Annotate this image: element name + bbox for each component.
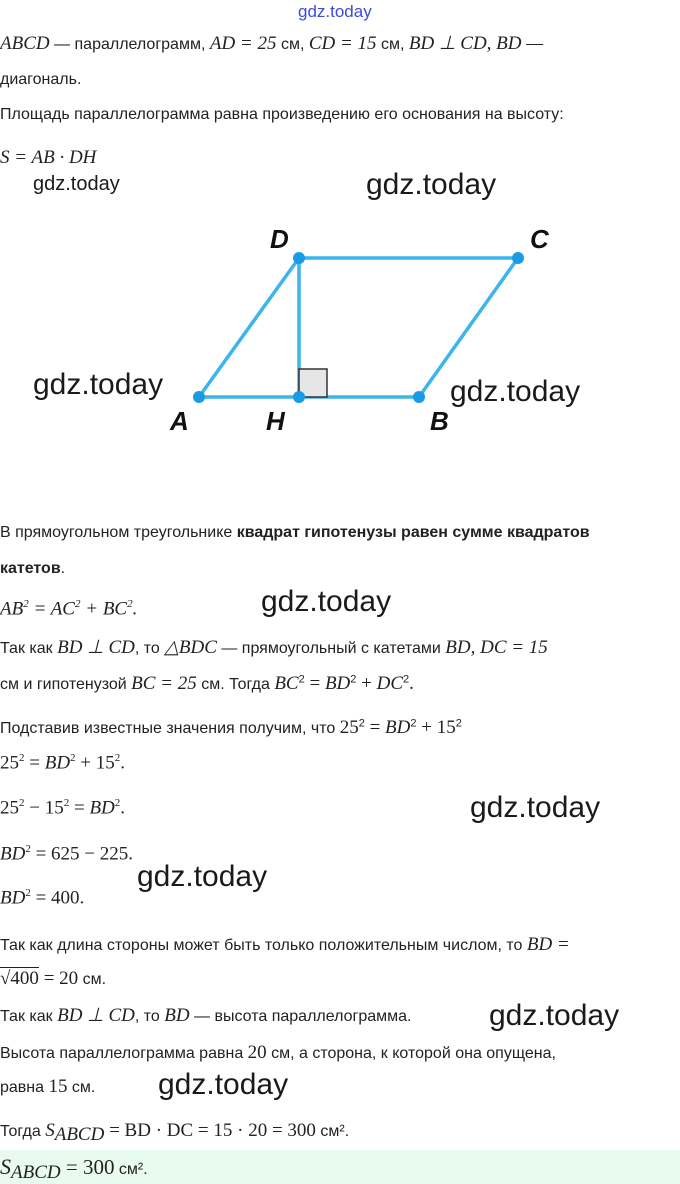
formula-plus: + [80, 598, 103, 620]
formula-ab: AB [0, 598, 24, 620]
step-2-b: − 15 [24, 797, 64, 819]
step-3: $BD^2 = 625 - 225$. [0, 843, 134, 865]
label-b: B [430, 406, 449, 436]
step-4-a: BD [0, 887, 26, 909]
point-c [512, 252, 524, 264]
point-d [293, 252, 305, 264]
formula-eq: = [28, 598, 51, 620]
height-val-15: 15 [48, 1076, 68, 1097]
formula-end: . [132, 598, 138, 620]
area-rule: Площадь параллелограмма равна произведению его основания на высоту: [0, 106, 564, 123]
since-text-5: см. Тогда [196, 676, 275, 693]
height-text-1: Так как [0, 1008, 58, 1025]
point-a [193, 391, 205, 403]
height-text-2: , то [134, 1008, 165, 1025]
since-triangle: △BDC [164, 637, 217, 658]
height-val-text-1: Высота параллелограмма равна [0, 1045, 248, 1062]
result-s: S [45, 1120, 55, 1141]
since-hyp: BC = 25 [131, 673, 197, 694]
substitute-eq: = [364, 717, 386, 738]
substitute-bd: BD [385, 717, 411, 738]
answer-s: S [0, 1154, 11, 1179]
height-val-text-4: см. [67, 1079, 96, 1096]
given-line [0, 32, 543, 55]
parallelogram-figure [0, 200, 680, 500]
watermark-1: gdz.today [33, 173, 120, 195]
since-perp: BD ⊥ CD [57, 637, 135, 658]
watermark-8: gdz.today [489, 999, 620, 1032]
result-expr: = BD · DC = 15 · 20 = 300 [104, 1120, 316, 1141]
since-end: . [409, 673, 414, 694]
height-val-text-2: см, а сторона, к которой она опущена, [266, 1045, 556, 1062]
since-text-3: — прямоугольный с катетами [216, 640, 446, 657]
answer-sub: ABCD [11, 1162, 61, 1184]
step-4-b: = 400. [30, 887, 85, 909]
substitute-plus: + [416, 717, 437, 738]
step-2-c: = [69, 797, 90, 819]
positive-bd: BD = [526, 934, 570, 955]
given-ad: AD = 25 [209, 33, 277, 54]
step-1-b: = [24, 752, 45, 774]
pythagoras-rule: квадрат гипотенузы равен сумме квадратов [236, 524, 590, 541]
height-text-3: — высота параллелограмма. [189, 1008, 412, 1025]
result-sub: ABCD [54, 1124, 105, 1146]
given-perp: BD ⊥ CD, BD — [408, 33, 544, 54]
step-2: $25^2 - 15^2 = BD^2$. [0, 797, 126, 819]
pythagoras-line-2 [0, 560, 65, 578]
positive-cm: см. [78, 971, 107, 988]
answer-val: = 300 [60, 1155, 115, 1179]
watermark-7: gdz.today [137, 860, 268, 893]
watermark-4: gdz.today [450, 375, 581, 408]
label-a: A [170, 406, 189, 436]
height-val-line-1 [0, 1042, 556, 1064]
watermark-6: gdz.today [470, 791, 601, 824]
step-3-b: = 625 − 225. [30, 843, 134, 865]
substitute-text: Подставив известные значения получим, что [0, 720, 340, 737]
since-bd: BD [324, 673, 351, 694]
step-1-d: + 15 [75, 752, 115, 774]
watermark-3: gdz.today [33, 368, 164, 401]
edge-da [199, 258, 299, 397]
label-d: D [270, 224, 289, 254]
height-val-text-3: равна [0, 1079, 49, 1096]
height-bd: BD [164, 1005, 190, 1026]
answer-line [0, 1154, 148, 1184]
area-formula: S = AB · DH [0, 147, 97, 168]
formula-bc: BC [102, 598, 128, 620]
result-text: Тогда [0, 1123, 46, 1140]
since-line-1 [0, 636, 548, 659]
substitute-15: 15 [436, 717, 456, 738]
positive-eq: = 20 [38, 968, 79, 989]
watermark-5: gdz.today [261, 585, 392, 618]
since-text-1: Так как [0, 640, 58, 657]
formula-ac: AC [50, 598, 75, 620]
since-legs: BD, DC = 15 [445, 637, 548, 658]
positive-text: Так как длина стороны может быть только положительным числом, то [0, 937, 527, 954]
answer-unit: см². [114, 1161, 148, 1178]
step-2-d: BD [89, 797, 115, 819]
since-eq: = [304, 673, 325, 694]
height-line [0, 1004, 412, 1027]
pythagoras-rule-end: катетов [0, 560, 61, 577]
height-val-line-2 [0, 1076, 95, 1098]
given-line-2: диагональ. [0, 71, 82, 88]
step-1-e: . [120, 752, 126, 774]
result-line [0, 1120, 349, 1146]
step-2-e: . [120, 797, 126, 819]
step-1-c: BD [44, 752, 71, 774]
step-3-a: BD [0, 843, 26, 865]
pythagoras-text: В прямоугольном треугольнике [0, 524, 237, 541]
positive-line-2 [0, 968, 106, 990]
point-h [293, 391, 305, 403]
pythagoras-formula: $AB^2 = AC^2 + BC^2$. [0, 598, 138, 620]
since-line-2: см и гипотенузой BC = 25 см. Тогда $BC^2 = BD^2 + DC^2$. [0, 673, 414, 694]
given-cm1: см, [276, 36, 309, 53]
label-c: C [530, 224, 549, 254]
pythagoras-dot: . [60, 560, 66, 577]
since-plus: + [356, 673, 377, 694]
pythagoras-line-1 [0, 524, 590, 542]
given-abcd: ABCD [0, 33, 50, 54]
given-text: — параллелограмм, [49, 36, 210, 53]
since-bc: BC [274, 673, 299, 694]
since-dc: DC [376, 673, 404, 694]
watermark-2: gdz.today [366, 168, 497, 201]
since-text-4: см и гипотенузой [0, 676, 132, 693]
height-val-20: 20 [247, 1042, 267, 1063]
step-4: $BD^2 = 400$. [0, 887, 85, 909]
since-text-2: , то [134, 640, 165, 657]
step-1-a: 25 [0, 752, 19, 774]
positive-sqrt: √400 [0, 968, 39, 989]
step-1: $25^2 = BD^2 + 15^2$. [0, 752, 126, 774]
answer-box [0, 1150, 680, 1184]
given-cm2: см, [376, 36, 409, 53]
watermark-top: gdz.today [298, 2, 372, 21]
result-unit: см². [315, 1123, 350, 1140]
substitute-25: 25 [339, 717, 359, 738]
watermark-9: gdz.today [158, 1068, 289, 1101]
point-b [413, 391, 425, 403]
height-perp: BD ⊥ CD [57, 1005, 135, 1026]
substitute-line: Подставив известные значения получим, что $25^2 = BD^2 + 15^2$ [0, 717, 462, 738]
given-cd: CD = 15 [308, 33, 377, 54]
positive-line-1 [0, 934, 570, 956]
label-h: H [266, 406, 285, 436]
step-2-a: 25 [0, 797, 19, 819]
